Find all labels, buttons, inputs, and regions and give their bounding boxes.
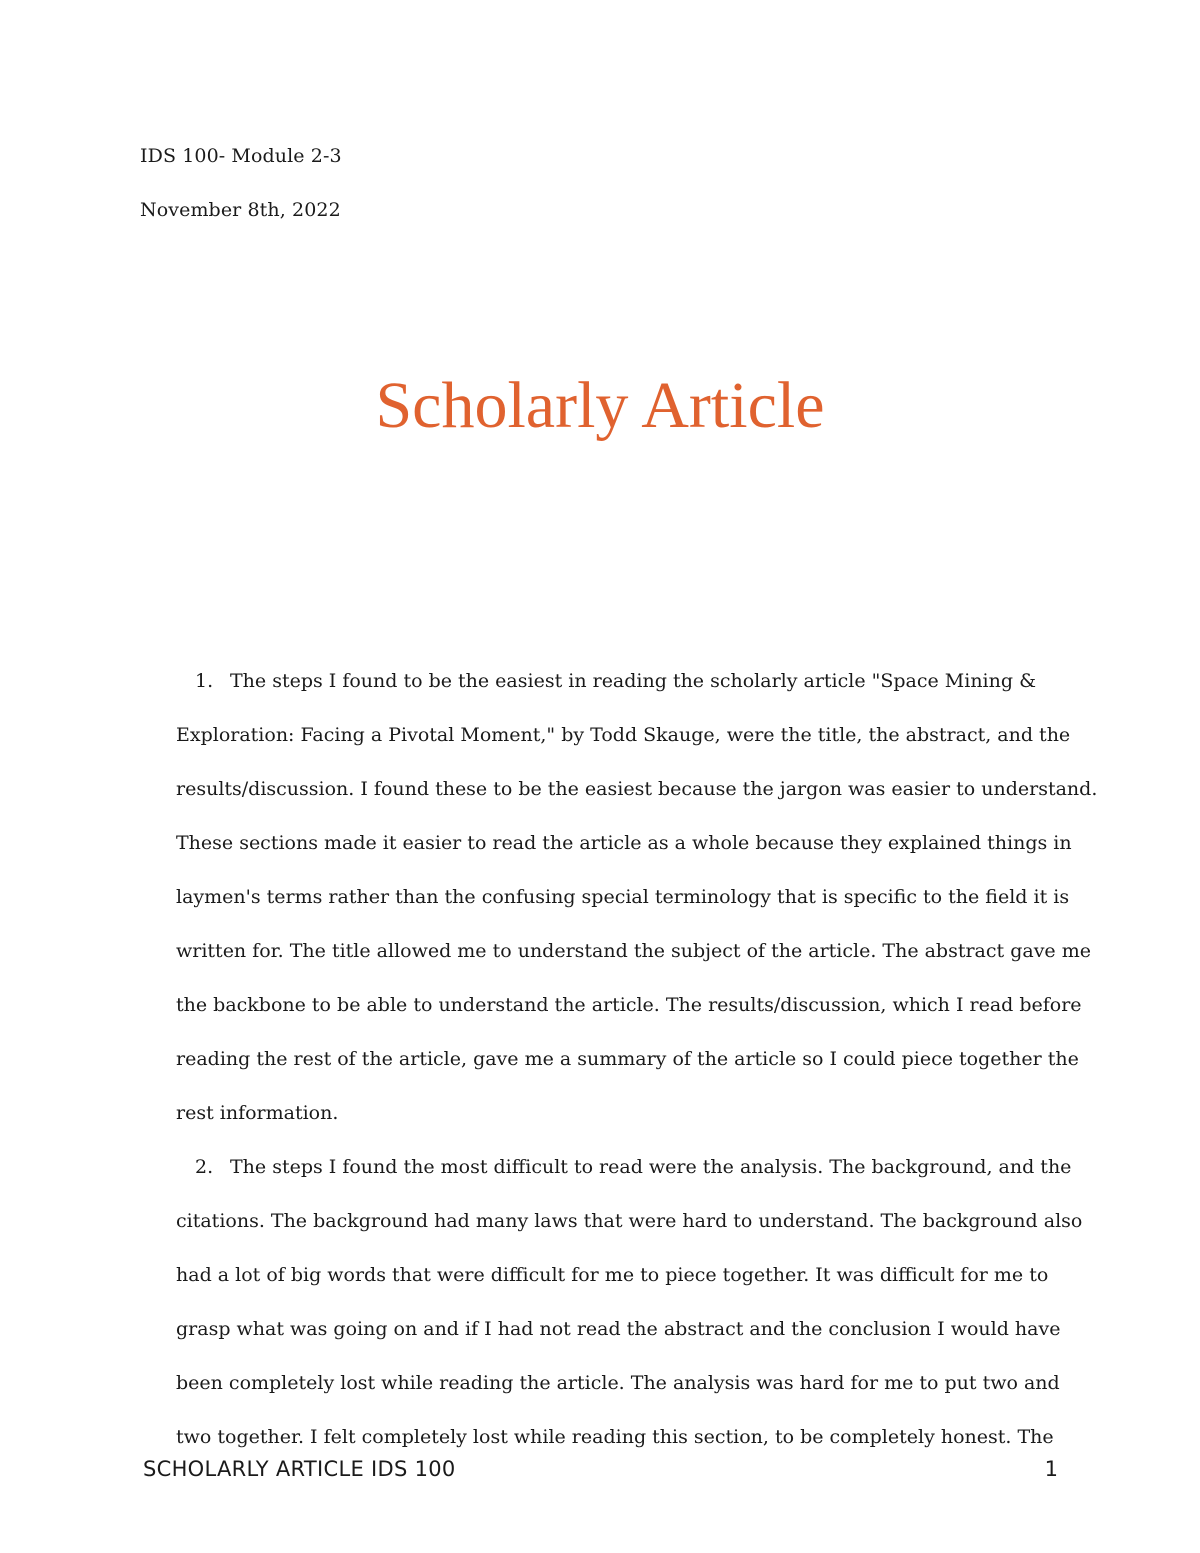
- paragraph-line: citations. The background had many laws that were hard to understand. The background also: [176, 1210, 1083, 1232]
- paragraph-line: The steps I found the most difficult to read were the analysis. The background, and the: [230, 1156, 1072, 1178]
- paragraph-line: These sections made it easier to read the article as a whole because they explained things in: [176, 832, 1072, 854]
- running-head: SCHOLARLY ARTICLE IDS 100: [143, 1457, 456, 1481]
- list-item: [140, 654, 1098, 1140]
- paragraph-line: the backbone to be able to understand the article. The results/discussion, which I read before: [176, 994, 1082, 1016]
- paragraph-line: The steps I found to be the easiest in reading the scholarly article "Space Mining &: [230, 670, 1036, 692]
- paragraph-line: rest information.: [176, 1102, 339, 1124]
- paragraph-line: been completely lost while reading the article. The analysis was hard for me to put two and: [176, 1372, 1060, 1394]
- numbered-list: [140, 654, 1098, 1464]
- list-item-number: 2.: [195, 1156, 214, 1178]
- paragraph-line: Exploration: Facing a Pivotal Moment," by Todd Skauge, were the title, the abstract, and the: [176, 724, 1071, 746]
- paragraph-line: written for. The title allowed me to understand the subject of the article. The abstract gave me: [176, 940, 1091, 962]
- paragraph-line: reading the rest of the article, gave me a summary of the article so I could piece together the: [176, 1048, 1079, 1070]
- date-line: November 8th, 2022: [140, 199, 341, 221]
- list-item-number: 1.: [195, 670, 214, 692]
- paragraph-line: laymen's terms rather than the confusing special terminology that is specific to the field it is: [176, 886, 1070, 908]
- paragraph-line: had a lot of big words that were difficult for me to piece together. It was difficult for me to: [176, 1264, 1049, 1286]
- page-number: 1: [1044, 1457, 1058, 1481]
- paragraph-line: grasp what was going on and if I had not read the abstract and the conclusion I would have: [176, 1318, 1061, 1340]
- list-item: [140, 1140, 1083, 1464]
- page-title: Scholarly Article: [375, 369, 825, 442]
- paragraph-line: results/discussion. I found these to be the easiest because the jargon was easier to understand.: [176, 778, 1098, 800]
- course-heading: IDS 100- Module 2-3: [140, 145, 342, 167]
- paragraph-line: two together. I felt completely lost while reading this section, to be completely honest. The: [176, 1426, 1054, 1448]
